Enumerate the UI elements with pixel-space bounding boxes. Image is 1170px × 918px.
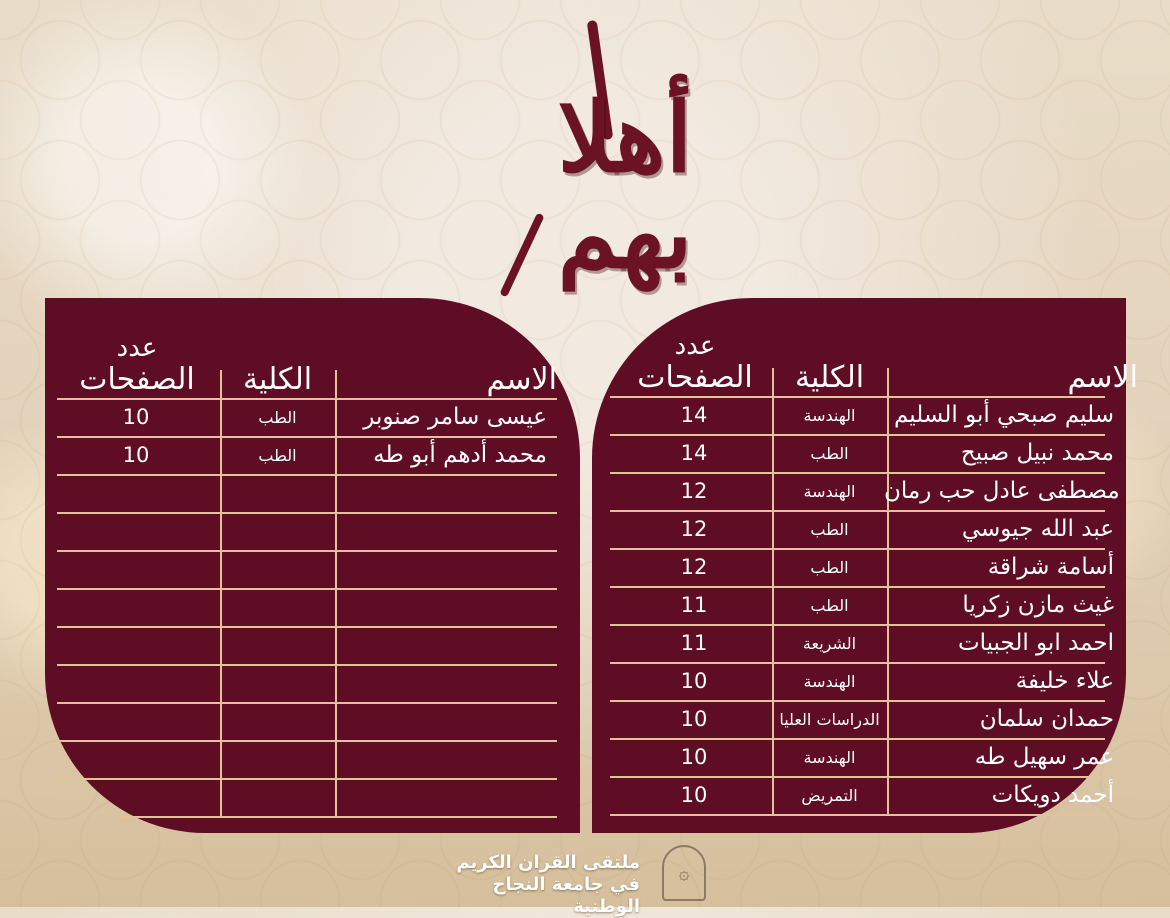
row-divider (610, 434, 1105, 436)
name-cell: محمد أدهم أبو طه (373, 442, 547, 468)
footer-line-1: ملتقى القران الكريم (456, 852, 640, 873)
row-divider (610, 586, 1105, 588)
row-divider (57, 626, 557, 628)
pages-cell: 12 (680, 555, 708, 579)
row-divider (57, 778, 557, 780)
pages-cell: 10 (680, 783, 708, 807)
header-college: الكلية (242, 362, 313, 397)
pages-cell: 11 (680, 593, 708, 617)
name-cell: عبد الله جيوسي (961, 516, 1114, 542)
row-divider (57, 588, 557, 590)
header-pages-line1: عدد (116, 333, 158, 363)
row-divider (610, 624, 1105, 626)
name-cell: حمدان سلمان (979, 706, 1114, 732)
header-college: الكلية (794, 360, 865, 395)
college-cell: الهندسة (803, 482, 856, 501)
college-cell: الطب (810, 520, 849, 539)
row-divider (610, 662, 1105, 664)
header-pages-line2: الصفحات (79, 362, 195, 397)
row-divider (610, 814, 1105, 816)
header-pages-line2: الصفحات (637, 360, 753, 395)
row-divider (57, 550, 557, 552)
name-cell: عيسى سامر صنوبر (363, 404, 547, 430)
pages-cell: 12 (680, 479, 708, 503)
name-cell: مصطفى عادل حب رمان (884, 478, 1120, 504)
row-divider (57, 398, 557, 400)
college-cell: الطب (810, 596, 849, 615)
pages-cell: 10 (680, 745, 708, 769)
college-cell: الهندسة (803, 748, 856, 767)
name-cell: محمد نبيل صبيح (960, 440, 1114, 466)
college-cell: الهندسة (803, 672, 856, 691)
college-cell: الطب (810, 444, 849, 463)
pages-cell: 11 (680, 631, 708, 655)
college-cell: الطب (258, 446, 297, 465)
footer-line-2: في جامعة النجاح الوطنية (492, 874, 640, 917)
college-cell: الهندسة (803, 406, 856, 425)
name-cell: أسامة شراقة (987, 554, 1114, 580)
row-divider (57, 436, 557, 438)
row-divider (610, 776, 1105, 778)
row-divider (610, 396, 1105, 398)
header-pages-line1: عدد (674, 331, 716, 361)
name-cell: علاء خليفة (1015, 668, 1114, 694)
column-divider (335, 370, 337, 816)
row-divider (119, 816, 557, 818)
college-cell: الطب (810, 558, 849, 577)
row-divider (610, 510, 1105, 512)
row-divider (610, 738, 1105, 740)
pages-cell: 14 (680, 441, 708, 465)
pages-cell: 10 (122, 443, 150, 467)
college-cell: التمريض (801, 786, 858, 805)
name-cell: غيث مازن زكريا (962, 592, 1114, 618)
row-divider (57, 512, 557, 514)
row-divider (57, 702, 557, 704)
name-cell: أحمد دويكات (991, 782, 1114, 808)
college-cell: الدراسات العليا (779, 710, 880, 729)
header-name: الاسم (486, 362, 557, 397)
title-text: أهلا بهم (557, 81, 693, 290)
pages-cell: 10 (680, 707, 708, 731)
column-divider (772, 368, 774, 814)
college-cell: الشريعة (802, 634, 857, 653)
footer-text (450, 852, 640, 918)
row-divider (610, 472, 1105, 474)
row-divider (57, 740, 557, 742)
header-name: الاسم (1067, 360, 1138, 395)
pages-cell: 12 (680, 517, 708, 541)
pages-cell: 14 (680, 403, 708, 427)
pages-cell: 10 (122, 405, 150, 429)
row-divider (57, 474, 557, 476)
row-divider (610, 548, 1105, 550)
college-cell: الطب (258, 408, 297, 427)
name-cell: احمد ابو الجبيات (957, 630, 1114, 656)
row-divider (610, 700, 1105, 702)
name-cell: عمر سهيل طه (974, 744, 1114, 770)
page-title (500, 20, 750, 300)
quran-forum-logo-icon: ۞ (662, 845, 706, 901)
row-divider (57, 664, 557, 666)
column-divider (220, 370, 222, 816)
name-cell: سليم صبحي أبو السليم (893, 402, 1114, 428)
pages-cell: 10 (680, 669, 708, 693)
